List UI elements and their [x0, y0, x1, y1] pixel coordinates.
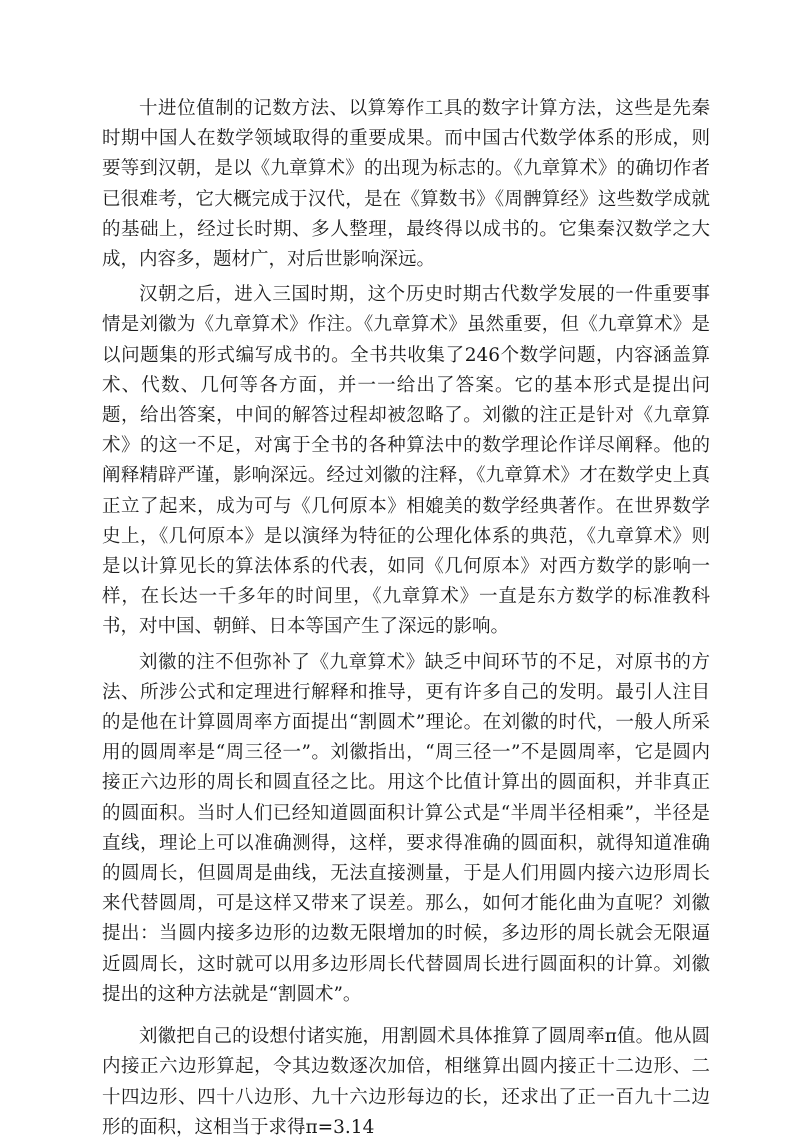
paragraph-2: 汉朝之后，进入三国时期，这个历史时期古代数学发展的一件重要事情是刘徽为《九章算术》作注。《九章算术》虽然重要，但《九章算术》是以问题集的形式编写成书的。全书共收集了246个数学问题，内容涵盖算术、代数、几何等各方面，并一一给出了答案。它的基本形式是提出问题，给出答案，中间的解答过程却被忽略了。刘徽的注正是针对《九章算术》的这一不足，对寓于全书的各种算法中的数学理论作详尽阐释。他的阐释精辟严谨，影响深远。经过刘徽的注释，《九章算术》才在数学史上真正立了起来，成为可与《几何原本》相媲美的数学经典著作。在世界数学史上，《几何原本》是以演绎为特征的公理化体系的典范，《九章算术》则是以计算见长的算法体系的代表，如同《几何原本》对西方数学的影响一样，在长达一千多年的时间里，《九章算术》一直是东方数学的标准教科书，对中国、朝鲜、日本等国产生了深远的影响。 [102, 284, 710, 638]
paragraph-1: 十进位值制的记数方法、以算筹作工具的数字计算方法，这些是先秦时期中国人在数学领域取得的重要成果。而中国古代数学体系的形成，则要等到汉朝，是以《九章算术》的出现为标志的。《九章算术》的确切作者已很难考，它大概完成于汉代，是在《算数书》《周髀算经》这些数学成就的基础上，经过长时期、多人整理，最终得以成书的。它集秦汉数学之大成，内容多，题材广，对后世影响深远。 [102, 98, 710, 271]
paragraph-4: 刘徽把自己的设想付诸实施，用割圆术具体推算了圆周率π值。他从圆内接正六边形算起，令其边数逐次加倍，相继算出圆内接正十二边形、二十四边形、四十八边形、九十六边形每边的长，还求出了正一百九十二边形的面积，这相当于求得π=3.14 [102, 1026, 710, 1138]
paragraph-3: 刘徽的注不但弥补了《九章算术》缺乏中间环节的不足，对原书的方法、所涉公式和定理进行解释和推导，更有许多自己的发明。最引人注目的是他在计算圆周率方面提出“割圆术”理论。在刘徽的时代，一般人所采用的圆周率是“周三径一”。刘徽指出，“周三径一”不是圆周率，它是圆内接正六边形的周长和圆直径之比。用这个比值计算出的圆面积，并非真正的圆面积。当时人们已经知道圆面积计算公式是“半周半径相乘”，半径是直线，理论上可以准确测得，这样，要求得准确的圆面积，就得知道准确的圆周长，但圆周是曲线，无法直接测量，于是人们用圆内接六边形周长来代替圆周，可是这样又带来了误差。那么，如何才能化曲为直呢？刘徽提出：当圆内接多边形的边数无限增加的时候，多边形的周长就会无限逼近圆周长，这时就可以用多边形周长代替圆周长进行圆面积的计算。刘徽提出的这种方法就是“割圆术”。 [102, 651, 710, 1005]
article-body [102, 94, 710, 1148]
